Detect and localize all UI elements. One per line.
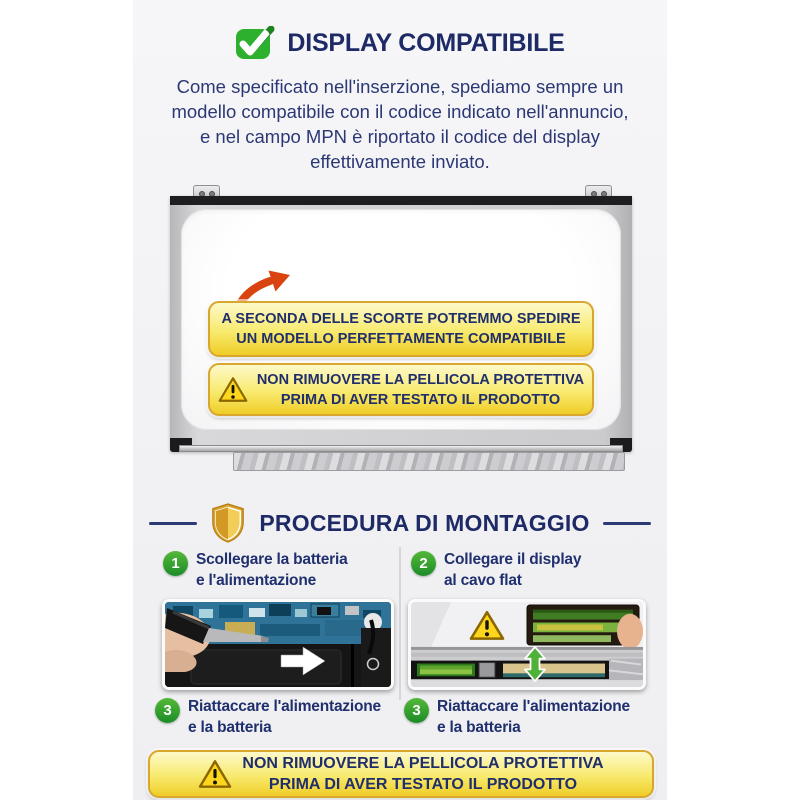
- step-3-left-text: [188, 696, 381, 738]
- film-warning-line: PRIMA DI AVER TESTATO IL PRODOTTO: [280, 391, 561, 408]
- header: [133, 26, 667, 60]
- step-line: e la batteria: [437, 719, 521, 736]
- footer-warning-box: [148, 750, 654, 798]
- step-number-badge: 2: [411, 551, 436, 576]
- step-2-text: [444, 549, 581, 591]
- shield-icon: [210, 503, 246, 543]
- step-number-badge: 3: [404, 698, 429, 723]
- intro-line: effettivamente inviato.: [310, 151, 490, 172]
- step-line: e l'alimentazione: [196, 572, 317, 589]
- column-divider: [399, 547, 401, 700]
- step2-photo-display-connector: [408, 599, 646, 690]
- step-line: Scollegare la batteria: [196, 551, 348, 568]
- step-1: [163, 549, 348, 591]
- intro-line: modello compatibile con il codice indicato nell'annuncio,: [171, 101, 629, 122]
- divider-dash-left: [149, 522, 197, 525]
- foil-board-strip: [233, 452, 625, 471]
- intro-paragraph: [140, 74, 660, 174]
- check-icon: [235, 26, 275, 60]
- step-3-right: [404, 696, 630, 738]
- warning-triangle-icon: [218, 376, 248, 403]
- film-warning-box: [208, 363, 594, 416]
- step-1-text: [196, 549, 348, 591]
- panel-top-edge: [170, 196, 632, 205]
- procedure-header: [133, 503, 667, 543]
- step1-photo-battery-disconnect: [162, 599, 394, 690]
- step-line: e la batteria: [188, 719, 272, 736]
- intro-line: Come specificato nell'inserzione, spediamo sempre un: [176, 76, 624, 97]
- step-number-badge: 3: [155, 698, 180, 723]
- film-warning-line: NON RIMUOVERE LA PELLICOLA PROTETTIVA: [256, 371, 585, 388]
- panel-bottom-bar: [179, 445, 623, 452]
- warning-triangle-icon: [198, 759, 232, 789]
- step-3-right-text: [437, 696, 630, 738]
- intro-line: e nel campo MPN è riportato il codice del display: [200, 126, 600, 147]
- footer-warning-line: NON RIMUOVERE LA PELLICOLA PROTETTIVA: [242, 755, 604, 772]
- footer-warning-line: PRIMA DI AVER TESTATO IL PRODOTTO: [268, 776, 578, 793]
- page-title: DISPLAY COMPATIBILE: [287, 28, 565, 57]
- procedure-title: PROCEDURA DI MONTAGGIO: [259, 509, 590, 536]
- step-2: [411, 549, 581, 591]
- step-line: Riattaccare l'alimentazione: [437, 698, 630, 715]
- film-warning-lines: [257, 370, 584, 410]
- step2-photo-art: [411, 602, 643, 687]
- stock-note-box: [208, 301, 594, 357]
- finger: [617, 614, 643, 649]
- footer-warning-lines: [242, 753, 603, 795]
- stock-note-line: UN MODELLO PERFETTAMENTE COMPATIBILE: [236, 331, 566, 347]
- step-line: Riattaccare l'alimentazione: [188, 698, 381, 715]
- step-3-left: [155, 696, 381, 738]
- stock-note-line: A SECONDA DELLE SCORTE POTREMMO SPEDIRE: [221, 311, 581, 327]
- step-line: al cavo flat: [444, 572, 522, 589]
- divider-dash-right: [603, 522, 651, 525]
- step-number-badge: 1: [163, 551, 188, 576]
- step-line: Collegare il display: [444, 551, 582, 568]
- step1-photo-art: [165, 602, 391, 687]
